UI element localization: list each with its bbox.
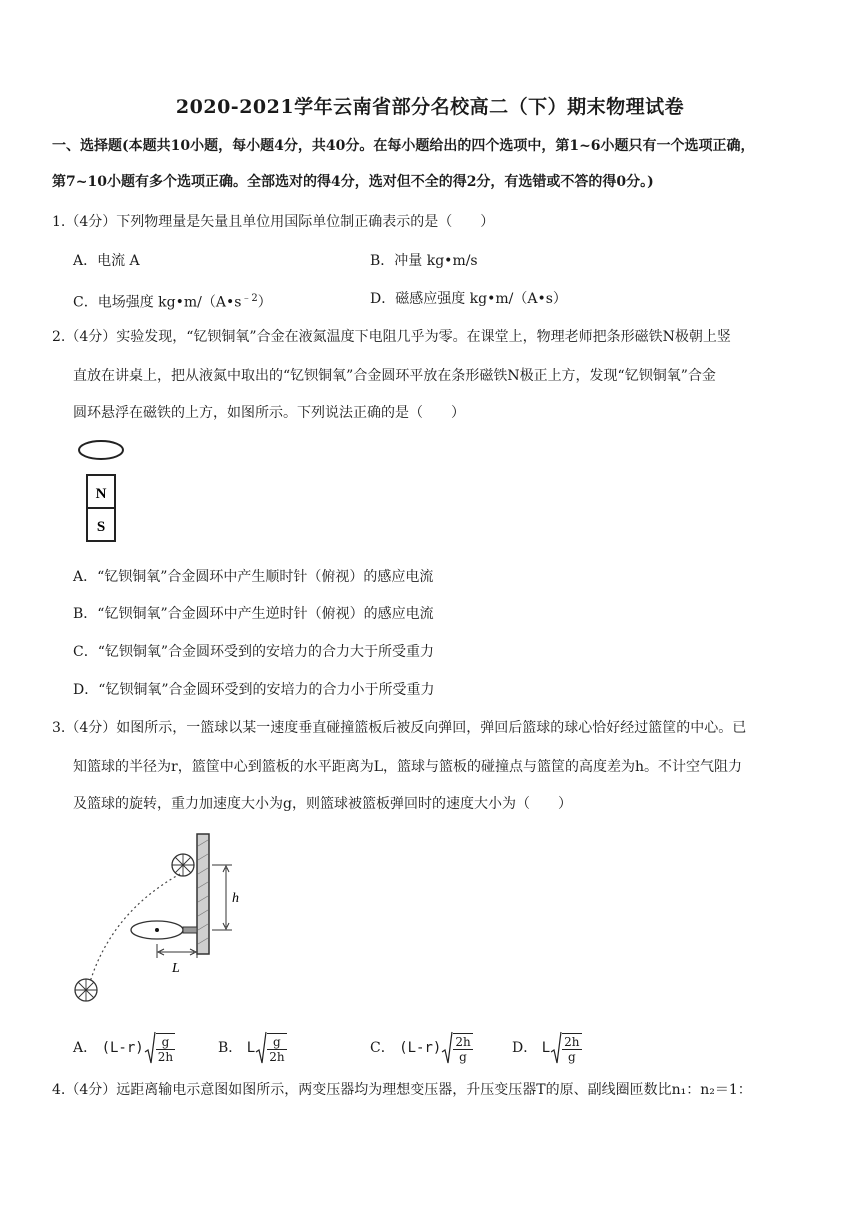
q3-option-b bbox=[218, 1030, 287, 1066]
section-instructions-line-1: 一、选择题(本题共10小题，每小题4分，共40分。在每小题给出的四个选项中，第1~6小题只有一个选项正确， bbox=[52, 138, 755, 154]
q3-option-a-factor: (L-r) bbox=[101, 1040, 144, 1056]
q2-option-a: A．“钇钡铜氧”合金圆环中产生顺时针（俯视）的感应电流 bbox=[73, 569, 434, 585]
basketball-figure bbox=[72, 832, 247, 1012]
sqrt-icon bbox=[441, 1030, 453, 1066]
superconducting-ring bbox=[79, 441, 123, 459]
q3-option-d-denominator: g bbox=[567, 1049, 576, 1064]
section-instructions-line-2: 第7~10小题有多个选项正确。全部选对的得4分，选对但不全的得2分，有选错或不答的得0分。) bbox=[52, 174, 654, 190]
q2-option-d: D．“钇钡铜氧”合金圆环受到的安培力的合力小于所受重力 bbox=[73, 682, 435, 698]
backboard bbox=[197, 834, 209, 954]
q2-option-c: C．“钇钡铜氧”合金圆环受到的安培力的合力大于所受重力 bbox=[73, 644, 435, 660]
magnet-s-label: S bbox=[96, 519, 106, 535]
sqrt-icon bbox=[550, 1030, 562, 1066]
height-dimension bbox=[212, 865, 232, 930]
q1-option-d: D．磁感应强度 kg•m/（A•s） bbox=[370, 291, 567, 307]
q3-option-d-factor: L bbox=[541, 1040, 551, 1056]
page-title: 2020-2021学年云南省部分名校高二（下）期末物理试卷 bbox=[175, 96, 685, 118]
q1-option-a: A．电流 A bbox=[73, 253, 140, 269]
q3-option-c-fraction bbox=[453, 1033, 472, 1064]
q3-option-c-denominator: g bbox=[459, 1049, 467, 1064]
height-label: h bbox=[232, 891, 239, 906]
q3-option-c-label: C． bbox=[370, 1040, 395, 1056]
sqrt-icon bbox=[255, 1030, 267, 1066]
sqrt-icon bbox=[144, 1030, 156, 1066]
question-3-line-2: 知篮球的半径为r，篮筐中心到篮板的水平距离为L，篮球与篮板的碰撞点与篮筐的高度差为h。不计空气阻力 bbox=[73, 759, 743, 775]
q1-option-c-end: ） bbox=[257, 294, 272, 311]
q3-option-c bbox=[370, 1030, 473, 1066]
question-2-line-1: 2.（4分）实验发现，“钇钡铜氧”合金在液氮温度下电阻几乎为零。在课堂上，物理老师把条形磁铁N极朝上竖 bbox=[52, 329, 731, 345]
magnet-n-label: N bbox=[95, 486, 107, 502]
q1-option-c-superscript: ﹣2 bbox=[241, 293, 258, 304]
q3-option-d-fraction bbox=[562, 1033, 581, 1064]
q3-option-c-numerator: 2h bbox=[455, 1034, 471, 1049]
hoop-bracket bbox=[183, 927, 197, 933]
magnet-ring-figure bbox=[76, 438, 126, 546]
question-4-line-1: 4.（4分）远距离输电示意图如图所示，两变压器均为理想变压器，升压变压器T的原、副线圈匝数比n₁：n₂＝1： bbox=[52, 1082, 752, 1098]
q3-option-d-label: D． bbox=[512, 1040, 538, 1056]
basketball-bottom-icon bbox=[75, 979, 97, 1001]
q3-option-a-label: A． bbox=[73, 1040, 98, 1056]
q3-option-b-denominator: 2h bbox=[269, 1049, 285, 1064]
question-1-stem: 1.（4分）下列物理量是矢量且单位用国际单位制正确表示的是（ ） bbox=[52, 214, 495, 230]
question-3-line-1: 3.（4分）如图所示，一篮球以某一速度垂直碰撞篮板后被反向弹回，弹回后篮球的球心恰好经过篮筐的中心。已 bbox=[52, 720, 747, 736]
q3-option-c-factor: (L-r) bbox=[399, 1040, 442, 1056]
q3-option-a-numerator: g bbox=[156, 1035, 175, 1050]
length-label: L bbox=[172, 961, 180, 976]
q3-option-b-numerator: g bbox=[267, 1035, 286, 1050]
q1-option-b: B．冲量 kg•m/s bbox=[370, 253, 478, 269]
q3-option-b-factor: L bbox=[246, 1040, 256, 1056]
q3-option-b-fraction bbox=[267, 1033, 286, 1064]
basketball-top-icon bbox=[172, 854, 194, 876]
question-3-line-3: 及篮球的旋转，重力加速度大小为g，则篮球被篮板弹回时的速度大小为（ ） bbox=[73, 796, 572, 812]
q3-option-a-fraction bbox=[156, 1033, 175, 1064]
hoop-center-dot bbox=[155, 928, 159, 932]
q3-option-a bbox=[73, 1030, 175, 1066]
question-2-line-2: 直放在讲桌上，把从液氮中取出的“钇钡铜氧”合金圆环平放在条形磁铁N极正上方，发现“钇钡铜氧”合金 bbox=[73, 368, 716, 384]
q3-option-a-denominator: 2h bbox=[157, 1049, 174, 1064]
q3-option-b-label: B． bbox=[218, 1040, 243, 1056]
q3-option-d-numerator: 2h bbox=[564, 1034, 580, 1049]
q1-option-c bbox=[73, 289, 272, 313]
length-dimension bbox=[157, 944, 197, 958]
q1-option-c-text: C．电场强度 kg•m/（A•s bbox=[73, 294, 242, 311]
q3-option-d bbox=[512, 1030, 582, 1066]
q2-option-b: B．“钇钡铜氧”合金圆环中产生逆时针（俯视）的感应电流 bbox=[73, 606, 434, 622]
question-2-line-3: 圆环悬浮在磁铁的上方，如图所示。下列说法正确的是（ ） bbox=[73, 405, 465, 421]
